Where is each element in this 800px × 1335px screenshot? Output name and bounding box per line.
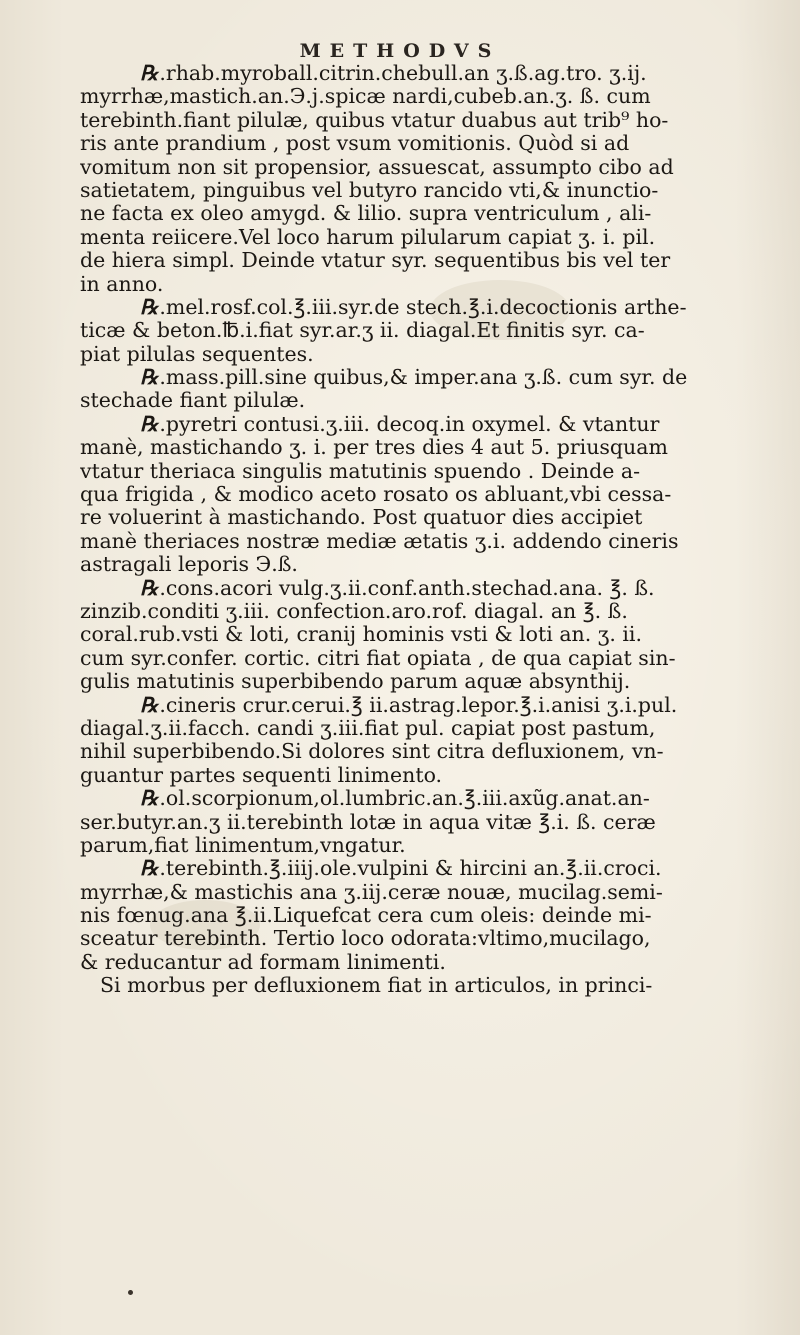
text-line — [80, 834, 780, 857]
line-text: .cineris crur.cerui.℥ ii.astrag.lepor.℥.i.anisi ʒ.i.pul. — [159, 693, 678, 717]
line-text: zinzib.conditi ʒ.iii. confection.aro.rof. diagal. an ℥. ß. — [80, 599, 628, 623]
text-line — [80, 249, 780, 272]
line-text: manè, mastichando ʒ. i. per tres dies 4 aut 5. priusquam — [80, 436, 668, 460]
line-text: .cons.acori vulg.ʒ.ii.conf.anth.stechad.ana. ℥. ß. — [159, 576, 655, 600]
text-line — [80, 717, 780, 740]
line-text: nihil superbibendo.Si dolores sint citra defluxionem, vn- — [80, 740, 664, 764]
text-line — [80, 577, 780, 600]
text-line — [80, 764, 780, 787]
text-line — [80, 506, 780, 529]
line-text: myrrhæ,& mastichis ana ʒ.iij.ceræ nouæ, mucilag.semi- — [80, 880, 663, 904]
line-text: vomitum non sit propensior, assuescat, assumpto cibo ad — [80, 155, 674, 179]
line-text: ris ante prandium , post vsum vomitionis. Quòd si ad — [80, 132, 630, 156]
line-text: stechade fiant pilulæ. — [80, 389, 306, 413]
recipe-icon: ℞ — [140, 62, 159, 85]
text-line — [80, 436, 780, 459]
ink-spot — [128, 1290, 133, 1295]
text-line — [80, 881, 780, 904]
line-text: .ol.scorpionum,ol.lumbric.an.℥.iii.axũg.anat.an- — [159, 787, 650, 811]
line-text: de hiera simpl. Deinde vtatur syr. sequentibus bis vel ter — [80, 249, 671, 273]
line-text: & reducantur ad formam linimenti. — [80, 950, 446, 974]
text-line — [80, 273, 780, 296]
line-text: qua frigida , & modico aceto rosato os abluant,vbi cessa- — [80, 483, 672, 507]
text-line — [80, 811, 780, 834]
recipe-icon: ℞ — [140, 412, 159, 436]
text-line — [80, 319, 780, 342]
line-text: piat pilulas sequentes. — [80, 342, 314, 366]
line-text: myrrhæ,mastich.an.Э.j.spicæ nardi,cubeb.an.ʒ. ß. cum — [80, 85, 651, 109]
body-text — [80, 62, 780, 998]
text-line — [80, 156, 780, 179]
text-line — [80, 787, 780, 810]
line-text: cum syr.confer. cortic. citri fiat opiata , de qua capiat sin- — [80, 646, 676, 670]
text-line — [80, 389, 780, 412]
line-text: vtatur theriaca singulis matutinis spuendo . Deinde a- — [80, 459, 641, 483]
recipe-icon: ℞ — [140, 693, 159, 717]
line-text: .pyretri contusi.ʒ.iii. decoq.in oxymel. & vtantur — [159, 412, 660, 436]
text-line — [80, 553, 780, 576]
line-text: terebinth.fiant pilulæ, quibus vtatur duabus aut trib⁹ ho- — [80, 108, 669, 132]
text-line — [80, 647, 780, 670]
line-text: in anno. — [80, 272, 164, 296]
text-line — [80, 670, 780, 693]
line-text: ticæ & beton.℔.i.fiat syr.ar.ʒ ii. diagal.Et finitis syr. ca- — [80, 319, 645, 343]
text-line — [80, 951, 780, 974]
text-line — [80, 600, 780, 623]
line-text: manè theriaces nostræ mediæ ætatis ʒ.i. addendo cineris — [80, 529, 679, 553]
line-text: menta reiicere.Vel loco harum pilularum capiat ʒ. i. pil. — [80, 225, 656, 249]
recipe-icon: ℞ — [140, 366, 159, 390]
line-text: satietatem, pinguibus vel butyro rancido vti,& inunctio- — [80, 178, 659, 202]
text-line — [80, 740, 780, 763]
line-text: diagal.ʒ.ii.facch. candi ʒ.iii.fiat pul. capiat post pastum, — [80, 716, 656, 740]
text-line — [80, 296, 780, 319]
line-text: ne facta ex oleo amygd. & lilio. supra ventriculum , ali- — [80, 202, 652, 226]
text-line — [80, 85, 780, 108]
text-line — [80, 927, 780, 950]
text-line — [80, 62, 780, 85]
text-line — [80, 202, 780, 225]
recipe-icon: ℞ — [140, 857, 159, 881]
line-text: ser.butyr.an.ʒ ii.terebinth lotæ in aqua vitæ ℥.i. ß. ceræ — [80, 810, 656, 834]
line-text: Si morbus per defluxionem fiat in articulos, in princi- — [100, 974, 653, 998]
text-line — [80, 366, 780, 389]
line-text: re voluerint à mastichando. Post quatuor dies accipiet — [80, 506, 643, 530]
text-line — [80, 413, 780, 436]
text-line — [80, 857, 780, 880]
line-text: gulis matutinis superbibendo parum aquæ absynthij. — [80, 670, 631, 694]
recipe-icon: ℞ — [140, 576, 159, 600]
line-text: astragali leporis Э.ß. — [80, 553, 298, 577]
text-line — [80, 483, 780, 506]
text-line — [80, 530, 780, 553]
text-line — [80, 974, 780, 997]
line-text: coral.rub.vsti & loti, cranij hominis vsti & loti an. ʒ. ii. — [80, 623, 643, 647]
text-line — [80, 343, 780, 366]
text-line — [80, 694, 780, 717]
recipe-icon: ℞ — [140, 295, 159, 319]
text-line — [80, 226, 780, 249]
text-line — [80, 179, 780, 202]
running-head: METHODVS — [299, 40, 501, 62]
line-text: .rhab.myroball.citrin.chebull.an ʒ.ß.ag.tro. ʒ.ij. — [159, 62, 647, 85]
line-text: sceatur terebinth. Tertio loco odorata:vltimo,mucilago, — [80, 927, 651, 951]
text-line — [80, 904, 780, 927]
line-text: .mel.rosf.col.℥.iii.syr.de stech.℥.i.decoctionis arthe- — [159, 295, 687, 319]
line-text: nis fœnug.ana ℥.ii.Liquefcat cera cum oleis: deinde mi- — [80, 904, 652, 928]
line-text: parum,fiat linimentum,vngatur. — [80, 833, 406, 857]
text-line — [80, 132, 780, 155]
line-text: guantur partes sequenti linimento. — [80, 763, 443, 787]
text-line — [80, 109, 780, 132]
text-line — [80, 623, 780, 646]
line-text: .terebinth.℥.iiij.ole.vulpini & hircini an.℥.ii.croci. — [159, 857, 662, 881]
recipe-icon: ℞ — [140, 787, 159, 811]
text-line — [80, 460, 780, 483]
line-text: .mass.pill.sine quibus,& imper.ana ʒ.ß. cum syr. de — [159, 366, 688, 390]
